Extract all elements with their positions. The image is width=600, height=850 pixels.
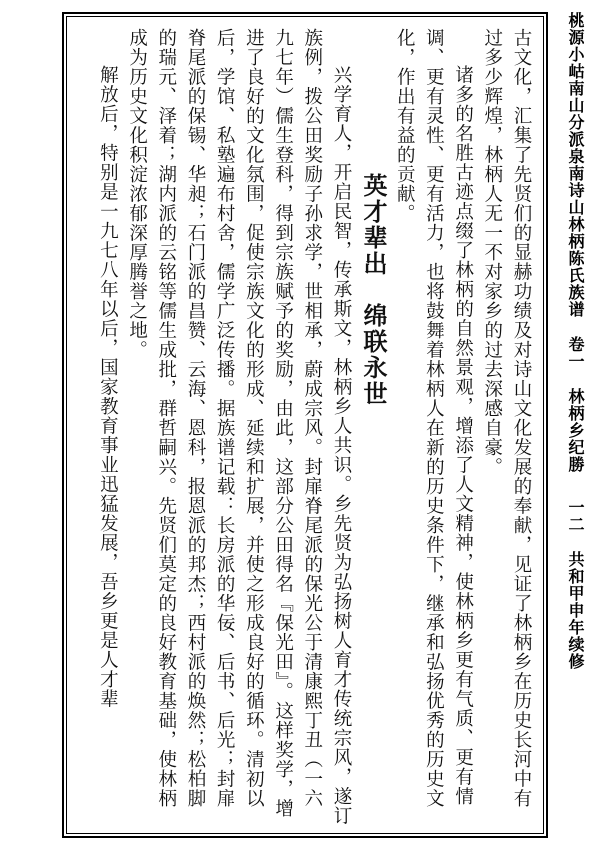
- chapter-title: 林柄乡纪勝: [566, 388, 585, 473]
- heading-part-2: 绵联永世: [358, 303, 387, 407]
- section-heading: [356, 28, 390, 826]
- paragraph-continued: 古文化，汇集了先贤们的显赫功绩及对诗山文化发展的奉献，见证了林柄乡在历史长河中有过多少辉煌，林柄人无一不对家乡的过去深感自豪。: [481, 28, 532, 808]
- page-number: 一二: [566, 499, 585, 533]
- heading-part-1: 英才辈出: [358, 173, 387, 277]
- volume-label: 卷一: [566, 336, 585, 370]
- paragraph: 诸多的名胜古迹点缀了林柄的自然景观，增添了人文精神，使林柄乡更有气质、更有情调、更有灵性、更有活力，也将鼓舞着林柄人在新的历史条件下，继承和弘扬优秀的历史文化，作出有益的贡献。: [394, 28, 474, 808]
- paragraph: 兴学育人，开启民智，传承斯文，林柄乡人共识。乡先贤为弘扬树人育才传统宗风，遂订族例，拨公田奖励子孙求学，世相承，蔚成宗风。封扉脊尾派的保光公于清康熙丁丑（一六九七年）儒生登科，得到宗族赋予的奖励，由此，这部分公田得名『保光田』。这样奖学，增进了良好的文化氛围，促使宗族文化的形成、延续和扩展，并使之形成良好的循环。清初以后，学馆、私塾遍布村舍，儒学广泛传播。据族谱记载：长房派的华佞、后书、后光；封扉脊尾派的保锡、华昶；石门派的昌赞、云海、恩科，报恩派的邦杰；西村派的焕然；松柏脚的瑞元、泽着；湖内派的云铭等儒生成批，群哲嗣兴。先贤们莫定的良好教育基础，使林柄成为历史文化积淀浓郁深厚腾誉之地。: [126, 28, 352, 826]
- book-title: 桃源小岵南山分派泉南诗山林柄陈氏族谱: [566, 12, 585, 318]
- paragraph: 解放后，特别是一九七八年以后，国家教育事业迅猛发展，吾乡更是人才辈: [97, 65, 119, 709]
- body-text: [74, 28, 536, 826]
- edition-label: 共和甲申年续修: [566, 551, 585, 670]
- side-margin: [553, 12, 598, 838]
